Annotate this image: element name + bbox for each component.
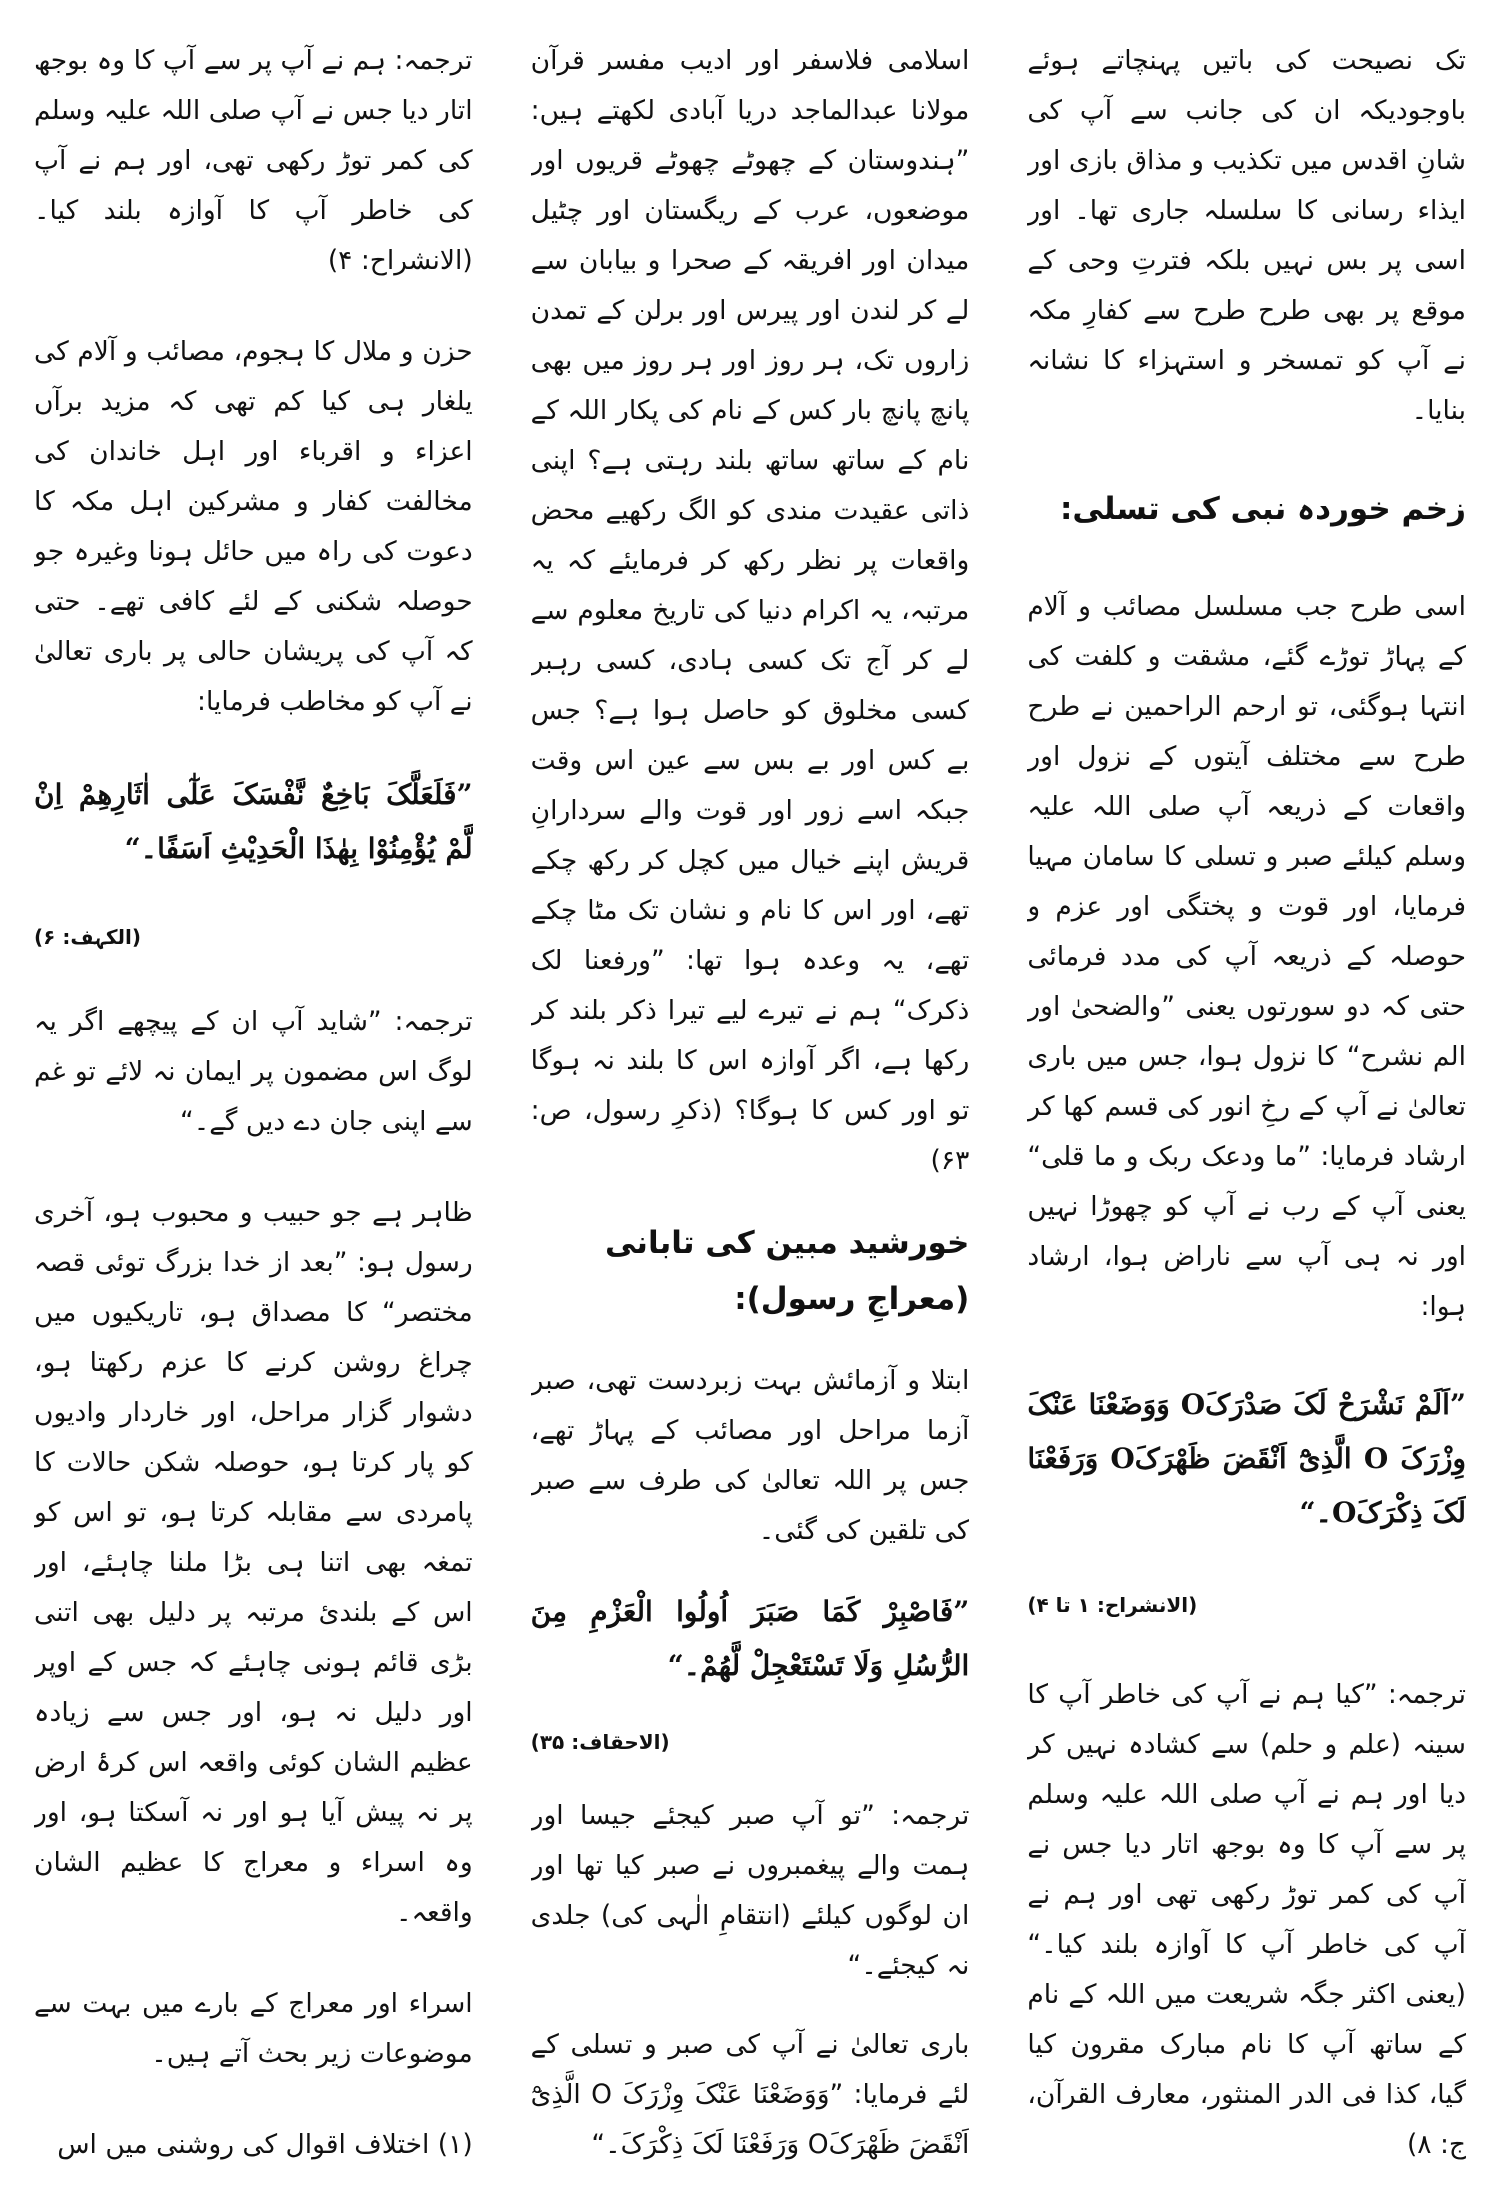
paragraph: ترجمہ: ”شاید آپ ان کے پیچھے اگر یہ لوگ اس مضمون پر ایمان نہ لائے تو غم سے اپنی جان دے دیں گے۔“ [34,1006,473,1138]
paragraph: اسی طرح جب مسلسل مصائب و آلام کے پہاڑ توڑے گئے، مشقت و کلفت کی انتہا ہوگئی، تو ارحم الراحمین نے طرح طرح سے مختلف آیتوں کے نزول اور واقعات کے ذریعہ آپ صلی اللہ علیہ وسلم کیلئے صبر و تسلی کا سامان مہیا فرمایا، اور قوت و پختگی اور عزم و حوصلہ کے ذریعہ آپ کی مدد فرمائی حتی کہ دو سورتوں یعنی ”والضحیٰ اور الم نشرح“ کا نزول ہوا، جس میں باری تعالیٰ نے آپ کے رخِ انور کی قسم کھا کر ارشاد فرمایا: ”ما ودعک ربک و ما قلی“ یعنی آپ کے رب نے آپ کو چھوڑا نہیں اور نہ ہی آپ سے ناراض ہوا، ارشاد ہوا: [1027,591,1466,1323]
paragraph: اسلامی فلاسفر اور ادیب مفسر قرآن مولانا عبدالماجد دریا آبادی لکھتے ہیں: ”ہندوستان کے چھوٹے چھوٹے قریوں اور موضعوں، عرب کے ریگستان اور چٹیل میدان اور افریقہ کے صحرا و بیابان سے لے کر لندن اور پیرس اور برلن کے تمدن زاروں تک، ہر روز اور ہر روز میں بھی پانچ پانچ بار کس کے نام کی پکار اللہ کے نام کے ساتھ ساتھ بلند رہتی ہے؟ اپنی ذاتی عقیدت مندی کو الگ رکھیے محض واقعات پر نظر رکھ کر فرمایئے کہ یہ مرتبہ، یہ اکرام دنیا کی تاریخ معلوم سے لے کر آج تک کسی ہادی، کسی رہبر کسی مخلوق کو حاصل ہوا ہے؟ جس بے کس اور بے بس سے عین اس وقت جبکہ اسے زور اور قوت والے سردارانِ قریش اپنے خیال میں کچل کر رکھ چکے تھے، اور اس کا نام و نشان تک مٹا چکے تھے، یہ وعدہ ہوا تھا: ”ورفعنا لک ذکرک“ ہم نے تیرے لیے تیرا ذکر بلند کر رکھا ہے، اگر آوازہ اس کا بلند نہ ہوگا تو اور کس کا ہوگا؟ (ذکرِ رسول، ص: ۶۳) [530,45,970,1176]
paragraph: اسراء اور معراج کے بارے میں بہت سے موضوعات زیر بحث آتے ہیں۔ [34,1988,473,2070]
column-left [34,36,473,2170]
paragraph: ظاہر ہے جو حبیب و محبوب ہو، آخری رسول ہو: ”بعد از خدا بزرگ توئی قصہ مختصر“ کا مصداق ہو، تاریکیوں میں چراغ روشن کرنے کا عزم رکھتا ہو، دشوار گزار مراحل، اور خاردار وادیوں کو پار کرتا ہو، حوصلہ شکن حالات کا پامردی سے مقابلہ کرتا ہو، تو اس کو تمغہ بھی اتنا ہی بڑا ملنا چاہئے، اور اس کے بلندیٔ مرتبہ پر دلیل بھی اتنی بڑی قائم ہونی چاہئے کہ جس کے اوپر اور دلیل نہ ہو، اور جس سے زیادہ عظیم الشان کوئی واقعہ اس کرۂ ارض پر نہ پیش آیا ہو اور نہ آسکتا ہو، اور وہ اسراء و معراج کا عظیم الشان واقعہ۔ [34,1197,473,1929]
quran-verse: ”فَاصْبِرْ کَمَا صَبَرَ اُولُوا الْعَزْمِ مِنَ الرُّسُلِ وَلَا تَسْتَعْجِلْ لَّھُمْ۔“ [530,1595,970,1682]
paragraph: باری تعالیٰ نے آپ کی صبر و تسلی کے لئے فرمایا: ”وَوَضَعْنَا عَنْکَ وِزْرَکَ O الَّذِیْٓ اَنْقَضَ ظَھْرَکَO وَرَفَعْنَا لَکَ ذِکْرَکَ۔“ [530,2029,970,2160]
verse-reference: (الانشراح: ۱ تا ۴) [1027,1592,1198,1617]
column-middle [531,36,970,2170]
paragraph: ترجمہ: ہم نے آپ پر سے آپ کا وہ بوجھ اتار دیا جس نے آپ صلی اللہ علیہ وسلم کی کمر توڑ رکھی تھی، اور ہم نے آپ کی خاطر آپ کا آوازہ بلند کیا۔ (الانشراح: ۴) [34,45,473,276]
verse-reference: (الاحقاف: ۳۵) [530,1730,670,1754]
paragraph: تک نصیحت کی باتیں پہنچاتے ہوئے باوجودیکہ ان کی جانب سے آپ کی شانِ اقدس میں تکذیب و مذاق بازی اور ایذاء رسانی کا سلسلہ جاری تھا۔ اور اسی پر بس نہیں بلکہ فترتِ وحی کے موقع پر بھی طرح طرح سے کفارِ مکہ نے آپ کو تمسخر و استہزاء کا نشانہ بنایا۔ [1027,45,1466,426]
paragraph: ترجمہ: ”کیا ہم نے آپ کی خاطر آپ کا سینہ (علم و حلم) سے کشادہ نہیں کر دیا اور ہم نے آپ صلی اللہ علیہ وسلم پر سے آپ کا وہ بوجھ اتار دیا جس نے آپ کی کمر توڑ رکھی تھی اور ہم نے آپ کی خاطر آپ کا آوازہ بلند کیا۔“ (یعنی اکثر جگہ شریعت میں اللہ کے نام کے ساتھ آپ کا نام مبارک مقرون کیا گیا، کذا فی الدر المنثور، معارف القرآن، ج: ۸) [1027,1678,1466,2160]
section-heading: زخم خوردہ نبی کی تسلی: [1059,491,1466,528]
section-heading: خورشید مبین کی تابانی (معراجِ رسول): [604,1225,970,1317]
column-right [1027,36,1466,2170]
quran-verse: ”فَلَعَلَّکَ بَاخِعٌ نَّفْسَکَ عَلٰٓی اٰثَارِھِمْ اِنْ لَّمْ یُؤْمِنُوْا بِھٰذَا الْحَدِیْثِ اَسَفًا۔“ [34,777,473,865]
quran-verse: ”اَلَمْ نَشْرَحْ لَکَ صَدْرَکَO وَوَضَعْنَا عَنْکَ وِزْرَکَ O الَّذِیْٓ اَنْقَضَ ظَھْرَکَO وَرَفَعْنَا لَکَ ذِکْرَکَO۔“ [1027,1387,1466,1529]
paragraph: ابتلا و آزمائش بہت زبردست تھی، صبر آزما مراحل اور مصائب کے پہاڑ تھے، جس پر اللہ تعالیٰ کی طرف سے صبر کی تلقین کی گئی۔ [530,1365,970,1546]
paragraph: حزن و ملال کا ہجوم، مصائب و آلام کی یلغار ہی کیا کم تھی کہ مزید برآں اعزاء و اقرباء اور اہل خاندان کی مخالفت کفار و مشرکین اہل مکہ کا دعوت کی راہ میں حائل ہونا وغیرہ جو حوصلہ شکنی کے لئے کافی تھے۔ حتی کہ آپ کی پریشان حالی پر باری تعالیٰ نے آپ کو مخاطب فرمایا: [34,335,473,717]
paragraph: (۱) اختلاف اقوال کی روشنی میں اس [57,2128,473,2160]
paragraph: ترجمہ: ”تو آپ صبر کیجئے جیسا اور ہمت والے پیغمبروں نے صبر کیا تھا اور ان لوگوں کیلئے (انتقامِ الٰہی کی) جلدی نہ کیجئے۔“ [530,1800,970,1981]
verse-reference: (الکہف: ۶) [34,924,142,949]
